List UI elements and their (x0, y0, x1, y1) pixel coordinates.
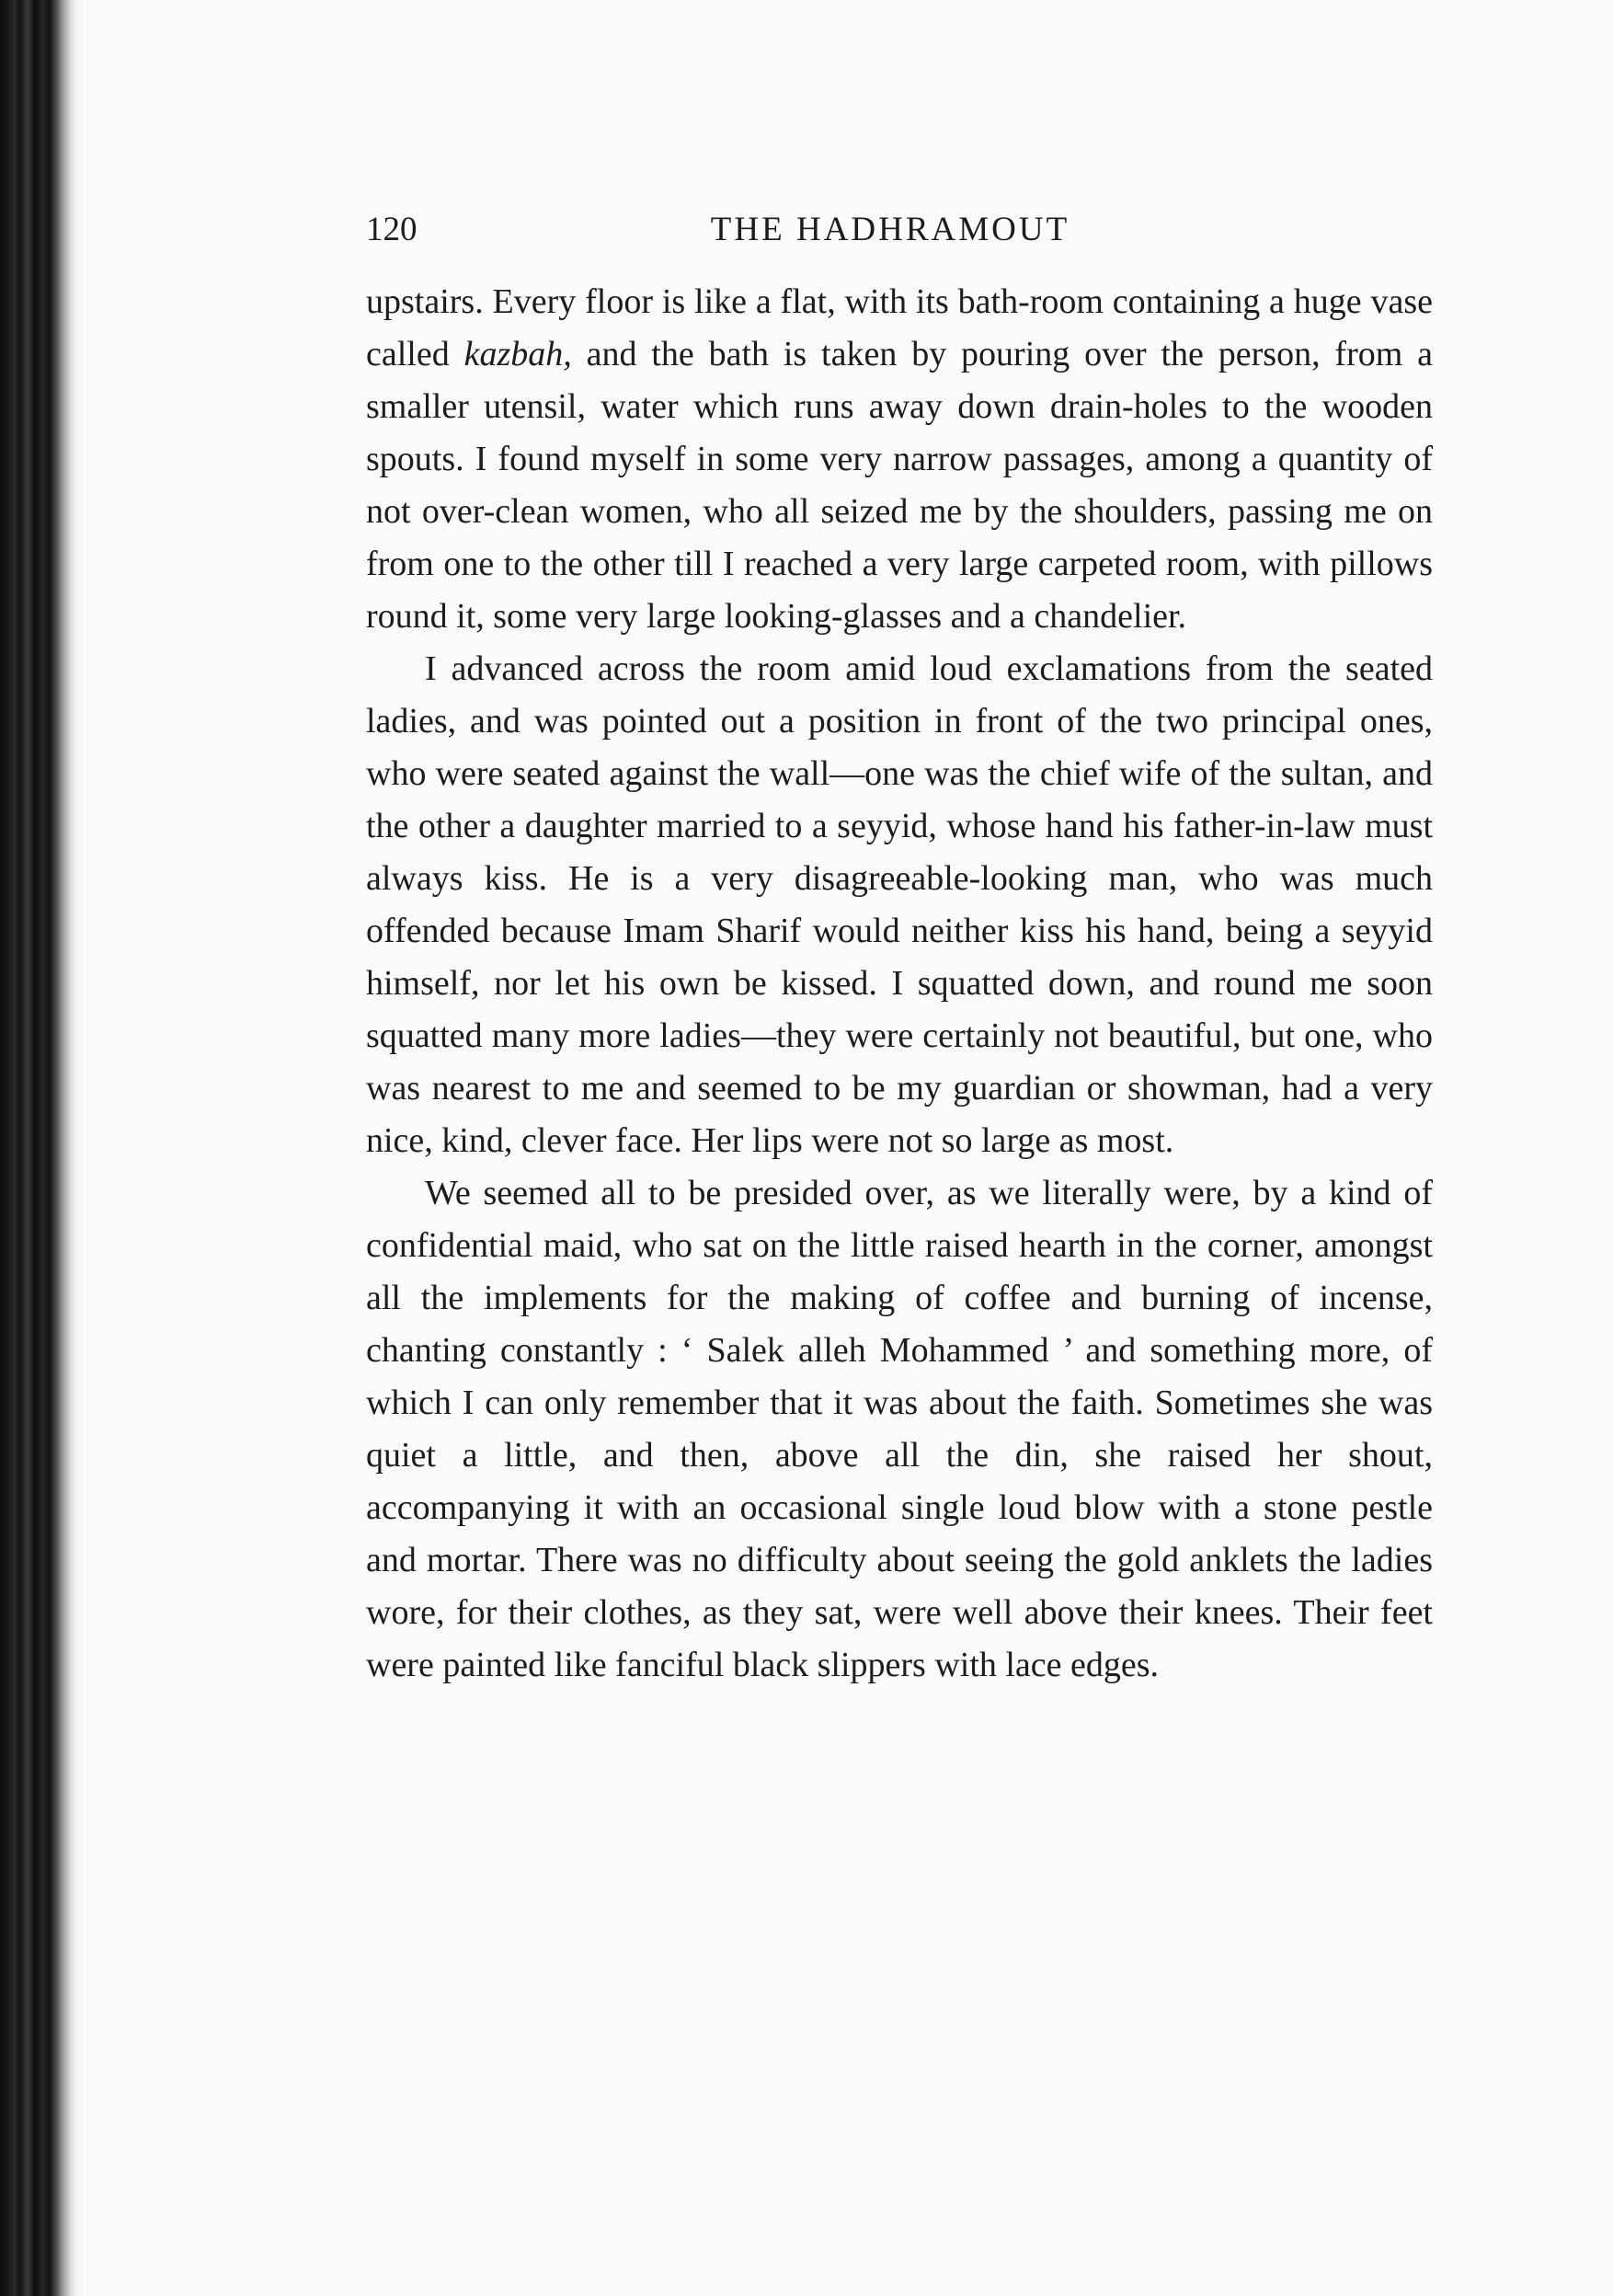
page-body (366, 276, 1433, 1692)
running-head (366, 210, 1433, 265)
running-title: THE HADHRAMOUT (710, 211, 1070, 248)
paragraph-1 (366, 276, 1433, 643)
paragraph-2: I advanced across the room amid loud exclamations from the seated ladies, and was pointed out a position in front of the two principal ones, who were seated against the wall—one was the chief wife of the sultan, and the other a daughter married to a seyyid, whose hand his father-in-law must always kiss. He is a very disagreeable-looking man, who was much offended because Imam Sharif would neither kiss his hand, being a seyyid himself, nor let his own be kissed. I squatted down, and round me soon squatted many more ladies—they were certainly not beautiful, but one, who was nearest to me and seemed to be my guardian or showman, had a very nice, kind, clever face. Her lips were not so large as most. (366, 649, 1433, 1160)
paragraph-1-text-after: and the bath is taken by pouring over the person, from a smaller utensil, water which runs away down drain-holes to the wooden spouts. I found myself in some very narrow passages, among a quantity of not over-clean women, who all seized me by the shoulders, passing me on from one to the other till I reached a very large carpeted room, with pillows round it, some very large looking-glasses and a chandelier. (366, 335, 1434, 636)
page-number: 120 (366, 211, 418, 248)
paragraph-3: We seemed all to be presided over, as we literally were, by a kind of confidential maid, who sat on the little raised hearth in the corner, amongst all the implements for the making of coffee and burning of incense, chanting constantly : ‘ Salek alleh Mohammed ’ and something more, of which I can only remember that it was about the faith. Sometimes she was quiet a little, and then, above all the din, she raised her shout, accompanying it with an occasional single loud blow with a stone pestle and mortar. There was no difficulty about seeing the gold anklets the ladies wore, for their clothes, as they sat, were well above their knees. Their feet were painted like fanciful black slippers with lace edges. (366, 1174, 1433, 1684)
book-page (366, 210, 1433, 1692)
italic-term: kazbah, (463, 335, 572, 373)
paragraph-1-text-before: upstairs. Every floor is like a flat, with its bath-room containing a huge vase called (366, 282, 1433, 373)
book-binding-shadow (0, 0, 83, 2296)
